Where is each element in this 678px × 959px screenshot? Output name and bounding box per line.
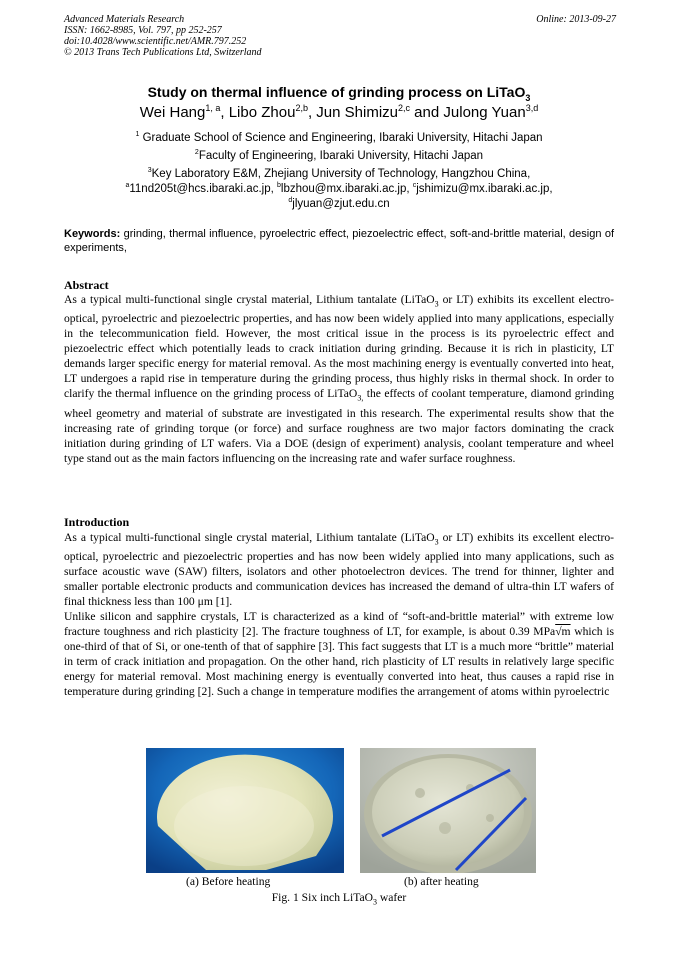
subscript: 3: [434, 537, 439, 547]
email-link[interactable]: jlyuan@zjut.edu.cn: [292, 197, 390, 210]
wafer-before-photo: [146, 748, 344, 873]
figure-1b-image: [360, 748, 536, 873]
author-separator: ,: [220, 104, 229, 121]
subscript: 3,: [357, 393, 364, 403]
figure-1a-image: [146, 748, 344, 873]
author-sup: 2,b: [295, 103, 308, 113]
email-link[interactable]: jshimizu@mx.ibaraki.ac.jp,: [416, 182, 553, 195]
text-run: which is one-third of that of Si, or one-tenth of that of sapphire [3]. This fact suggests that LT is a much more “brittle” material in term of crack initiation and propagation. On the other hand, rich plasticity of LT results in relatively large specific energy for material removal. Most machining energy is eventually converted into heat, thus causes a rapid rise in temperature during grinding [2]. Such a change in temperature modifies the arrangement of atoms within pyroelectric: [64, 625, 614, 699]
title-subscript: 3: [525, 92, 531, 103]
author-separator: and: [410, 104, 444, 121]
journal-name: Advanced Materials Research: [64, 14, 185, 25]
text-run: or LT) exhibits its excellent electro-optical, pyroelectric and piezoelectric properties and has now been widely applied into many applications, such as surface acoustic wave (SAW) filters, isolators and other photoelectron devices. The trend for thinner, lighter and smaller portable electronic products and communication devices has increased the demand of ultra-thin LT wafers of final thickness less than 100 μm [1].: [64, 531, 614, 609]
affiliation-1: [0, 127, 678, 146]
text-run: the effects of coolant temperature, diamond grinding wheel geometry and material of substrate are investigated in this research. The experimental results show that the increasing rate of grinding torque (or force) and surface roughness are two major factors dominating the crack initiation during grinding of LT wafers. Via a DOE (design of experiment) analysis, coolant temperature and wheel type stand out as the main factors influencing on the increasing rate and wafer surface roughness.: [64, 387, 614, 465]
abstract-paragraph: [64, 292, 614, 466]
figure-1a-caption: (a) Before heating: [186, 875, 271, 888]
affiliation-text: Faculty of Engineering, Ibaraki University, Hitachi Japan: [198, 149, 484, 162]
email-sup: a: [125, 182, 130, 189]
author-name: Libo Zhou: [228, 104, 296, 121]
intro-paragraph-1: [64, 530, 614, 609]
text-run: or LT) exhibits its excellent electro-optical, pyroelectric and piezoelectric properties, and has now been widely applied into many applications, especially in the telecommunication field. However, the most critical issue in the process is its pyroelectric effect and piezoelectric effect which potentially leads to crack initiation during grinding. Because it is rich in plasticity, LT demands larger specific energy for material removal. As the most machining energy is eventually converted into heat, LT undergoes a rapid rise in temperature during the grinding process, thus highly risks in thermal shock. In order to clarify the thermal influence on the grinding process of LiTaO: [64, 293, 614, 401]
keywords-text: grinding, thermal influence, pyroelectric effect, piezoelectric effect, soft-and-brittle material, design of experiments,: [64, 228, 614, 254]
figure-1b-caption: (b) after heating: [404, 875, 479, 888]
author-sup: 1, a: [205, 103, 221, 113]
caption-text: Fig. 1 Six inch LiTaO: [271, 891, 373, 904]
figure-1-caption: [0, 891, 678, 906]
journal-copyright: © 2013 Trans Tech Publications Ltd, Switzerland: [64, 47, 262, 58]
email-link[interactable]: 11nd205t@hcs.ibaraki.ac.jp,: [129, 182, 277, 195]
text-run: As a typical multi-functional single crystal material, Lithium tantalate (LiTaO: [64, 293, 435, 306]
email-link[interactable]: lbzhou@mx.ibaraki.ac.jp,: [280, 182, 413, 195]
author-separator: ,: [307, 104, 317, 121]
journal-header: [64, 14, 262, 58]
affiliation-2: [0, 145, 678, 164]
journal-issn: ISSN: 1662-8985, Vol. 797, pp 252-257: [64, 25, 222, 36]
journal-doi[interactable]: doi:10.4028/www.scientific.net/AMR.797.252: [64, 36, 247, 47]
keywords: [64, 227, 614, 255]
caption-text: wafer: [376, 891, 407, 904]
abstract-body: [64, 292, 614, 466]
subscript: 3: [434, 299, 439, 309]
affiliation-sup: 2: [194, 149, 199, 156]
title-text: Study on thermal influence of grinding process on LiTaO: [147, 84, 526, 100]
affiliation-text: Key Laboratory E&M, Zhejiang University of Technology, Hangzhou China,: [151, 167, 531, 180]
affiliation-sup: 3: [147, 167, 152, 174]
text-run: As a typical multi-functional single crystal material, Lithium tantalate (LiTaO: [64, 531, 435, 544]
author-sup: 2,c: [398, 103, 411, 113]
intro-paragraph-2: [64, 609, 614, 699]
wafer-after-photo: [360, 748, 536, 873]
affiliation-text: Graduate School of Science and Engineering, Ibaraki University, Hitachi Japan: [139, 131, 543, 144]
author-name: Julong Yuan: [443, 104, 526, 121]
author-name: Wei Hang: [139, 104, 206, 121]
email-line-2: [0, 193, 678, 212]
keywords-label: Keywords:: [64, 228, 121, 240]
author-list: [0, 103, 678, 121]
introduction-body: [64, 530, 614, 699]
sqrt-unit: √m: [555, 625, 571, 639]
affiliation-sup: 1: [135, 131, 140, 138]
text-run: Unlike silicon and sapphire crystals, LT is characterized as a kind of “soft-and-brittle material” with extreme low fracture toughness and rich plasticity [2]. The fracture toughness of LT, for example, is about 0.39 MPa: [64, 610, 614, 639]
author-name: Jun Shimizu: [316, 104, 398, 121]
author-sup: 3,d: [525, 103, 539, 113]
caption-subscript: 3: [372, 897, 377, 907]
email-sup: b: [277, 182, 281, 189]
email-sup: c: [412, 182, 417, 189]
email-sup: d: [288, 197, 293, 204]
abstract-heading: Abstract: [64, 278, 109, 292]
online-date: Online: 2013-09-27: [536, 14, 616, 25]
introduction-heading: Introduction: [64, 515, 130, 529]
paper-title: [0, 84, 678, 103]
